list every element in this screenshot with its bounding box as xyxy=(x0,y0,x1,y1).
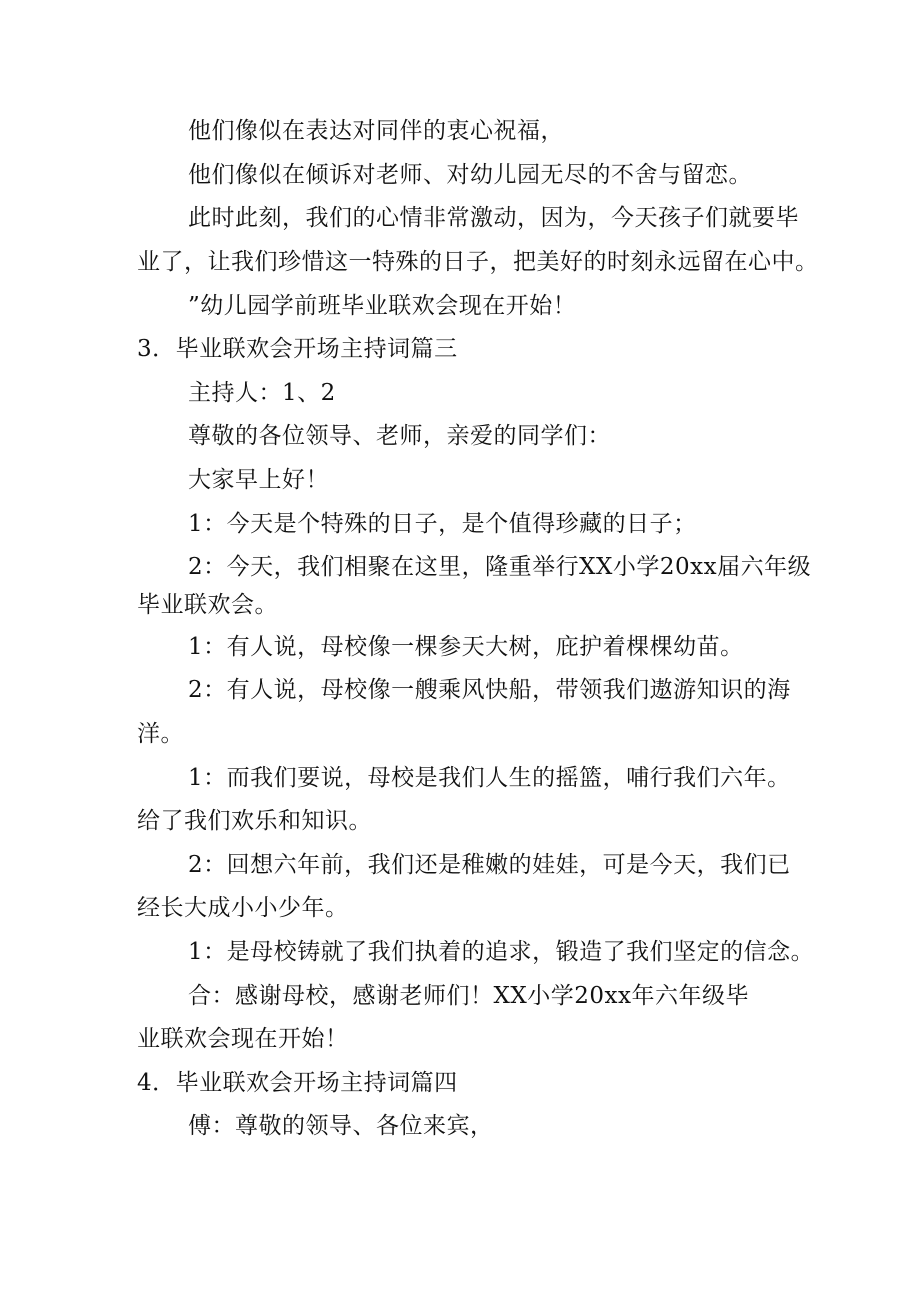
text-line-11: 2：今天，我们相聚在这里，隆重举行XX小学20xx届六年级 xyxy=(188,554,812,580)
text-line-16: 1：而我们要说，母校是我们人生的摇篮，哺行我们六年。 xyxy=(188,765,791,791)
text-line-21: 合：感谢母校，感谢老师们！XX小学20xx年六年级毕 xyxy=(188,983,749,1009)
text-line-19: 经长大成小小少年。 xyxy=(137,895,349,921)
text-line-5: ”幼儿园学前班毕业联欢会现在开始！ xyxy=(188,293,577,319)
text-line-10: 1：今天是个特殊的日子，是个值得珍藏的日子； xyxy=(188,511,697,537)
text-line-12: 毕业联欢会。 xyxy=(137,592,278,618)
text-line-20: 1：是母校铸就了我们执着的追求，锻造了我们坚定的信念。 xyxy=(188,939,815,965)
text-line-3: 此时此刻，我们的心情非常激动，因为，今天孩子们就要毕 xyxy=(188,205,799,231)
text-line-7: 主持人：1、2 xyxy=(188,380,336,406)
text-line-14: 2：有人说，母校像一艘乘风快船，带领我们遨游知识的海 xyxy=(188,677,791,703)
text-line-1: 他们像似在表达对同伴的衷心祝福， xyxy=(188,118,564,144)
text-line-13: 1：有人说，母校像一棵参天大树，庇护着棵棵幼苗。 xyxy=(188,634,744,660)
section-heading-4: 4．毕业联欢会开场主持词篇四 xyxy=(137,1070,458,1096)
text-line-8: 尊敬的各位领导、老师，亲爱的同学们： xyxy=(188,423,611,449)
text-line-2: 他们像似在倾诉对老师、对幼儿园无尽的不舍与留恋。 xyxy=(188,162,752,188)
text-line-24: 傅：尊敬的领导、各位来宾， xyxy=(188,1113,494,1139)
text-line-4: 业了，让我们珍惜这一特殊的日子，把美好的时刻永远留在心中。 xyxy=(137,249,819,275)
text-line-22: 业联欢会现在开始！ xyxy=(137,1026,349,1052)
text-line-15: 洋。 xyxy=(137,721,184,747)
text-line-9: 大家早上好！ xyxy=(188,467,329,493)
section-heading-3: 3．毕业联欢会开场主持词篇三 xyxy=(137,336,458,362)
text-line-17: 给了我们欢乐和知识。 xyxy=(137,808,372,834)
text-line-18: 2：回想六年前，我们还是稚嫩的娃娃，可是今天，我们已 xyxy=(188,852,791,878)
